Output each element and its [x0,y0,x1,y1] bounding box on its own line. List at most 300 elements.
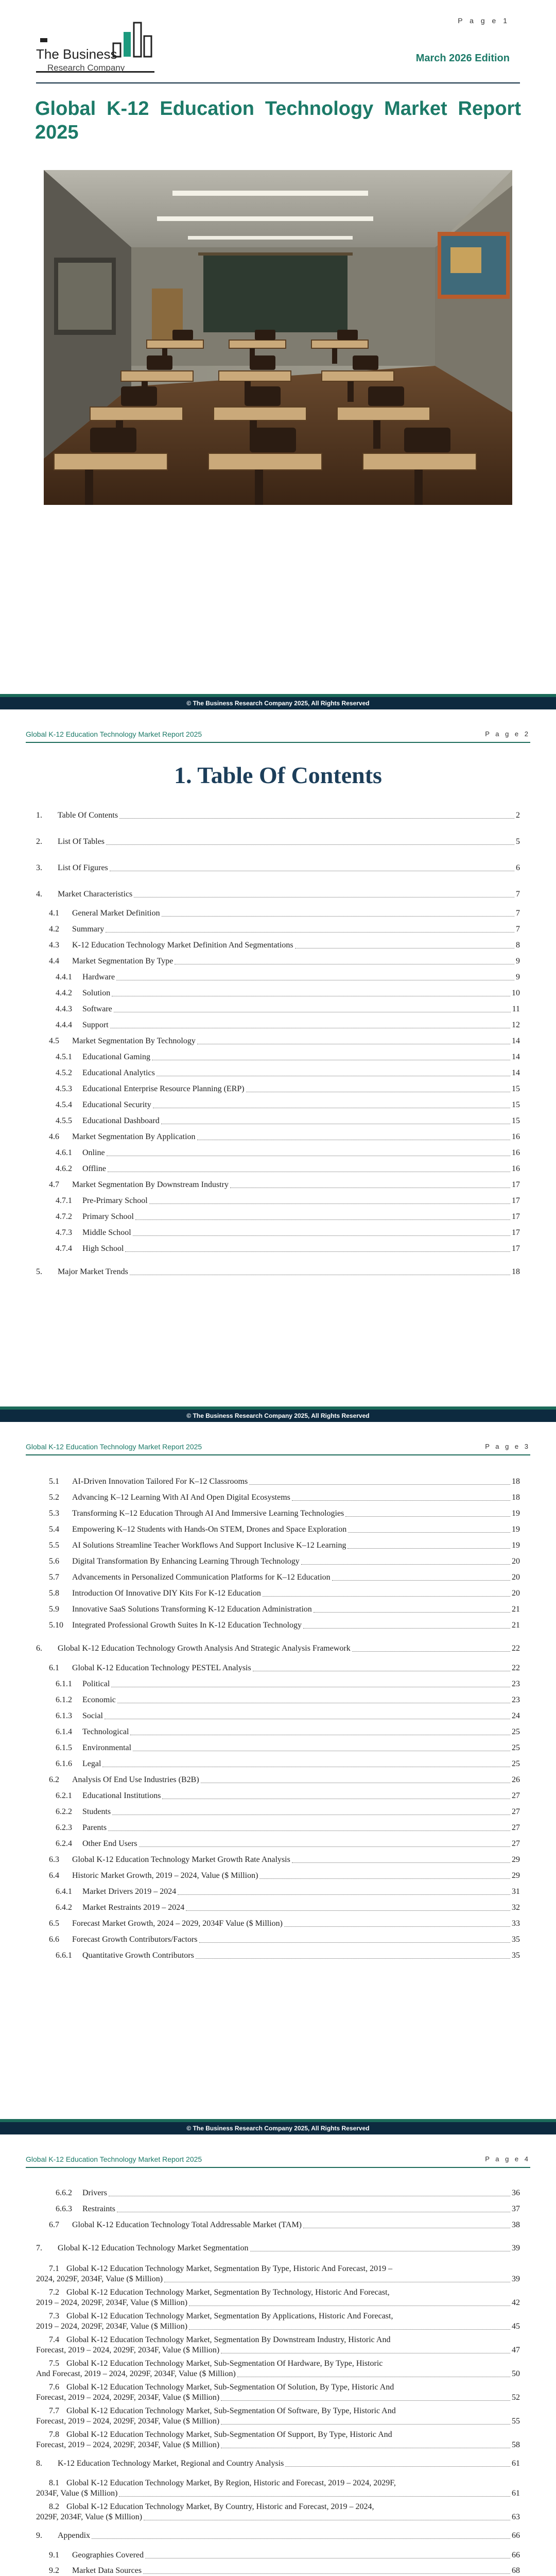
toc-page-number: 47 [512,2346,520,2354]
toc-entry[interactable] [56,1196,520,1206]
toc-entry[interactable] [36,2502,520,2522]
toc-leader [301,1564,510,1565]
toc-entry-title: High School [82,1244,124,1253]
toc-entry[interactable] [36,889,520,900]
toc-entry-title: Educational Security [82,1100,151,1109]
page-footer [0,2122,556,2134]
toc-entry-number: 6.6.2 [56,2189,72,2197]
toc-entry[interactable] [49,940,520,951]
toc-entry-title: K-12 Education Technology Market, Regional and Country Analysis [58,2459,284,2468]
toc-entry-title: Educational Dashboard [82,1116,160,1125]
toc-page-number: 15 [512,1116,520,1125]
toc-entry[interactable] [49,956,520,967]
toc-entry-title: Global K-12 Education Technology Market, Segmentation By Type, Historic And Forecast, 2019 – [66,2264,393,2273]
toc-entry[interactable] [56,1839,520,1849]
toc-entry[interactable] [36,1267,520,1277]
toc-leader [285,2466,510,2467]
toc-page-number: 66 [512,2531,520,2540]
toc-entry[interactable] [36,2287,520,2308]
toc-page-number: 17 [512,1196,520,1205]
toc-entry-number: 7.7 [49,2406,59,2415]
toc-entry[interactable] [56,1679,520,1689]
toc-entry[interactable] [36,2382,520,2403]
toc-entry-title: Forecast Growth Contributors/Factors [72,1935,198,1944]
toc-entry[interactable] [49,1775,520,1785]
toc-page-number: 66 [512,2551,520,2560]
toc-entry-title: Educational Analytics [82,1069,155,1077]
toc-page-number: 16 [512,1164,520,1173]
toc-entry-title: Global K-12 Education Technology Market Segmentation [58,2244,249,2252]
toc-entry-number: 5.1 [49,1477,59,1486]
toc-entry-title: Global K-12 Education Technology Market, Sub-Segmentation Of Support, By Type, Historic And [66,2430,392,2439]
toc-entry[interactable] [49,1663,520,1673]
toc-page-number: 63 [512,2513,520,2521]
toc-entry[interactable] [49,924,520,935]
logo-line2: Research Company [47,63,125,73]
toc-entry-number: 4.5.1 [56,1053,72,1061]
toc-entry-number: 5.7 [49,1573,59,1582]
toc-leader [135,1219,510,1220]
toc-entry-number: 6.6 [49,1935,59,1944]
toc-entry[interactable] [49,1572,520,1583]
toc-entry-title-cont: 2019 – 2024, 2029F, 2034F, Value ($ Million) [36,2298,188,2307]
toc-entry[interactable] [36,2264,520,2284]
toc-page-number: 9 [516,973,520,981]
toc-entry[interactable] [36,837,520,847]
toc-entry-number: 7.6 [49,2383,59,2392]
toc-entry[interactable] [56,1068,520,1078]
header-title: Global K-12 Education Technology Market Report 2025 [26,730,202,738]
toc-entry-number: 4.6.1 [56,1148,72,1157]
toc-entry[interactable] [49,1620,520,1631]
toc-page-number: 14 [512,1037,520,1045]
toc-page-number: 10 [512,989,520,997]
toc-leader [348,1532,510,1533]
toc-page-number: 29 [512,1855,520,1864]
toc-entry[interactable] [49,2220,520,2230]
toc-entry[interactable] [56,2204,520,2214]
toc-entry-number: 4.4.4 [56,1021,72,1029]
toc-entry-number: 4.4.2 [56,989,72,997]
toc-leader [162,916,514,917]
toc-leader [119,2496,510,2497]
toc-entry[interactable] [56,988,520,998]
toc-entry[interactable] [56,1228,520,1238]
toc-page-number: 21 [512,1621,520,1630]
toc-entry[interactable] [56,1212,520,1222]
toc-page-number: 33 [512,1919,520,1928]
header-title: Global K-12 Education Technology Market Report 2025 [26,1443,202,1451]
toc-page-number: 17 [512,1244,520,1253]
toc-entry[interactable] [49,1477,520,1487]
toc-entry-number: 6.7 [49,2221,59,2229]
toc-page-number: 52 [512,2393,520,2402]
running-header [26,730,530,740]
toc-entry[interactable] [49,1524,520,1535]
toc-entry-number: 6.2.2 [56,1807,72,1816]
toc-page-number: 19 [512,1509,520,1518]
toc-entry-number: 4.3 [49,941,59,950]
toc-page-number: 58 [512,2441,520,2449]
toc-entry-title: Appendix [58,2531,91,2540]
toc-leader [119,818,514,819]
toc-entry[interactable] [36,863,520,873]
toc-page-number: 17 [512,1228,520,1237]
toc-entry-title: Market Segmentation By Type [72,957,173,965]
toc-entry-number: 4.4 [49,957,59,965]
toc-entry[interactable] [49,2566,520,2576]
toc-entry-title: Global K-12 Education Technology PESTEL Analysis [72,1664,251,1672]
toc-entry-title: Legal [82,1759,101,1768]
toc-page-number: 16 [512,1132,520,1141]
toc-entry-number: 6.4.1 [56,1887,72,1896]
toc-entry-title: Educational Gaming [82,1053,150,1061]
toc-entry-number: 4.6 [49,1132,59,1141]
toc-entry-number: 4.5 [49,1037,59,1045]
toc-entry-title: Table Of Contents [58,811,118,820]
toc-entry-title: List Of Figures [58,863,108,872]
toc-page-number: 9 [516,957,520,965]
toc-entry-number: 6.1.5 [56,1743,72,1752]
toc-entry-number: 9.1 [49,2551,59,2560]
toc-page-number: 19 [512,1541,520,1550]
toc-entry-title: Pre-Primary School [82,1196,148,1205]
toc-leader [314,1612,510,1613]
toc-entry-number: 4.5.5 [56,1116,72,1125]
toc-entry[interactable] [56,1807,520,1817]
toc-entry-title: Drivers [82,2189,107,2197]
toc-entry-number: 7.3 [49,2312,59,2320]
toc-entry-title: Historic Market Growth, 2019 – 2024, Value ($ Million) [72,1871,258,1880]
toc-entry-title: Summary [72,925,105,934]
toc-entry[interactable] [56,1727,520,1737]
toc-entry-number: 4.7 [49,1180,59,1189]
toc-entry[interactable] [49,1871,520,1881]
toc-leader [348,1548,510,1549]
toc-page-number: 27 [512,1839,520,1848]
toc-heading: 1. Table Of Contents [174,762,382,788]
toc-leader [106,844,514,845]
toc-entry-number: 7.2 [49,2288,59,2297]
toc-entry[interactable] [56,1052,520,1062]
toc-page-number: 37 [512,2205,520,2213]
toc-page-number: 2 [516,811,520,820]
toc-entry-number: 6. [36,1644,42,1653]
toc-page-number: 19 [512,1525,520,1534]
toc-entry-number: 5.10 [49,1621,63,1630]
toc-entry-number: 4. [36,890,42,899]
toc-entry-title: Analysis Of End Use Industries (B2B) [72,1775,199,1784]
toc-entry[interactable] [36,2359,520,2379]
toc-entry-title: Market Data Sources [72,2566,142,2575]
toc-page-number: 50 [512,2369,520,2378]
toc-entry-title: AI-Driven Innovation Tailored For K–12 Classrooms [72,1477,248,1486]
toc-entry-number: 4.2 [49,925,59,934]
toc-leader [92,2538,510,2539]
toc-page-number: 7 [516,925,520,934]
toc-page-number: 18 [512,1477,520,1486]
toc-leader [189,2329,510,2330]
toc-entry[interactable] [36,2243,520,2253]
toc-entry[interactable] [56,1951,520,1961]
toc-entry-title: AI Solutions Streamline Teacher Workflows And Support Inclusive K–12 Learning [72,1541,346,1550]
toc-page-number: 6 [516,863,520,872]
toc-entry-title: Forecast Market Growth, 2024 – 2029, 2034F Value ($ Million) [72,1919,283,1928]
toc-entry-number: 4.7.3 [56,1228,72,1237]
toc-entry[interactable] [56,1084,520,1094]
toc-page-number: 16 [512,1148,520,1157]
toc-entry-title: Middle School [82,1228,131,1237]
toc-entry-number: 6.4.2 [56,1903,72,1912]
toc-entry[interactable] [49,1855,520,1865]
toc-entry-number: 7.5 [49,2359,59,2368]
toc-page-number: 27 [512,1823,520,1832]
toc-page-number: 7 [516,909,520,918]
toc-entry-title: Global K-12 Education Technology Market, By Region, Historic and Forecast, 2019 – 2024, 2029F, [66,2479,396,2487]
toc-page-number: 17 [512,1180,520,1189]
toc-entry[interactable] [56,1695,520,1705]
toc-entry-title-cont: Forecast, 2019 – 2024, 2029F, 2034F, Value ($ Million) [36,2417,220,2426]
running-header [26,1443,530,1453]
toc-entry[interactable] [56,1791,520,1801]
toc-entry-number: 6.1.4 [56,1727,72,1736]
toc-entry-number: 6.4 [49,1871,59,1880]
cover-page [0,0,556,713]
toc-entry[interactable] [49,908,520,919]
toc-entry-title: Digital Transformation By Enhancing Learning Through Technology [72,1557,300,1566]
toc-entry-title: Environmental [82,1743,132,1752]
toc-leader [352,1651,510,1652]
toc-entry[interactable] [56,1020,520,1030]
toc-entry[interactable] [56,1887,520,1897]
toc-page-number: 17 [512,1212,520,1221]
toc-entry[interactable] [49,1604,520,1615]
toc-entry-number: 4.4.1 [56,973,72,981]
toc-entry-title: Market Drivers 2019 – 2024 [82,1887,177,1896]
toc-entry[interactable] [56,1759,520,1769]
toc-entry-number: 6.2 [49,1775,59,1784]
toc-entry[interactable] [49,1919,520,1929]
toc-entry-title: Major Market Trends [58,1267,128,1276]
header-title: Global K-12 Education Technology Market Report 2025 [26,2155,202,2163]
toc-entry-number: 1. [36,811,42,820]
toc-leader [178,1894,510,1895]
toc-entry-number: 5. [36,1267,42,1276]
toc-entry[interactable] [49,1493,520,1503]
toc-entry-number: 6.2.3 [56,1823,72,1832]
toc-entry[interactable] [56,1004,520,1014]
footer-text: © The Business Research Company 2025, All Rights Reserved [186,1412,370,1419]
toc-leader [303,1628,510,1629]
page-number: P a g e 1 [458,16,510,25]
toc-page-number: 25 [512,1759,520,1768]
toc-entry-number: 8.2 [49,2502,59,2511]
toc-page-number: 45 [512,2322,520,2331]
toc-entry[interactable] [56,1743,520,1753]
toc-page-number: 36 [512,2189,520,2197]
toc-entry-title: Introduction Of Innovative DIY Kits For K-12 Education [72,1589,261,1598]
toc-entry-number: 5.8 [49,1589,59,1598]
toc-page-number: 18 [512,1493,520,1502]
toc-entry[interactable] [49,1935,520,1945]
toc-page-number: 11 [512,1005,520,1013]
toc-entry[interactable] [56,1711,520,1721]
toc-entry[interactable] [49,2550,520,2561]
toc-entry[interactable] [36,2311,520,2332]
toc-leader [196,1958,510,1959]
toc-entry-title: Software [82,1005,112,1013]
toc-entry[interactable] [49,1036,520,1046]
toc-entry[interactable] [56,1903,520,1913]
toc-page-number: 27 [512,1807,520,1816]
toc-entry[interactable] [36,2531,520,2541]
report-title: Global K-12 Education Technology Market Report 2025 [35,98,521,143]
toc-leader [292,1862,510,1863]
toc-page-2 [0,713,556,1425]
toc-entry[interactable] [36,2335,520,2355]
toc-entry-title: Integrated Professional Growth Suites In K-12 Education Technology [72,1621,302,1630]
toc-page-number: 38 [512,2221,520,2229]
toc-page-number: 31 [512,1887,520,1896]
toc-entry-title: Global K-12 Education Technology Market, Segmentation By Technology, Historic And Forecast, [66,2288,390,2297]
toc-entry-title: Transforming K–12 Education Through AI And Immersive Learning Technologies [72,1509,344,1518]
toc-entry-title: Educational Institutions [82,1791,161,1800]
toc-entry-number: 6.6.1 [56,1951,72,1960]
toc-page-number: 21 [512,1605,520,1614]
toc-entry-number: 5.2 [49,1493,59,1502]
page-number: P a g e 2 [485,730,530,738]
toc-entry[interactable] [56,1116,520,1126]
toc-page-number: 8 [516,941,520,950]
toc-page-3 [0,1425,556,2138]
toc-entry-title: Market Restraints 2019 – 2024 [82,1903,185,1912]
toc-entry-title: Economic [82,1696,116,1704]
toc-page-number: 35 [512,1935,520,1944]
toc-entry-title-cont: Forecast, 2019 – 2024, 2029F, 2034F, Value ($ Million) [36,2441,220,2449]
toc-entry[interactable] [49,1556,520,1567]
toc-page-number: 23 [512,1680,520,1688]
toc-entry-title: Innovative SaaS Solutions Transforming K-12 Education Administration [72,1605,312,1614]
toc-entry-number: 7. [36,2244,42,2252]
toc-entry[interactable] [36,810,520,821]
toc-entry[interactable] [56,1823,520,1833]
toc-page-number: 39 [512,2244,520,2252]
footer-text: © The Business Research Company 2025, All Rights Reserved [186,700,370,707]
toc-entry[interactable] [36,2430,520,2450]
toc-entry-title: Global K-12 Education Technology Market, Sub-Segmentation Of Software, By Type, Historic And [66,2406,396,2415]
toc-entry-title-cont: Forecast, 2019 – 2024, 2029F, 2034F, Value ($ Million) [36,2393,220,2402]
toc-entry-title: Global K-12 Education Technology Growth Analysis And Strategic Analysis Framework [58,1644,351,1653]
toc-entry-title: Students [82,1807,111,1816]
page-number: P a g e 3 [485,1443,530,1450]
toc-entry-title-cont: 2029F, 2034F, Value ($ Million) [36,2513,143,2521]
toc-entry-title: Parents [82,1823,107,1832]
toc-page-4 [0,2138,556,2576]
toc-entry-number: 6.1.1 [56,1680,72,1688]
toc-entry-title: Educational Enterprise Resource Planning (ERP) [82,1084,245,1093]
toc-page-number: 26 [512,1775,520,1784]
toc-entry-number: 6.1 [49,1664,59,1672]
toc-page-number: 23 [512,1696,520,1704]
toc-entry[interactable] [36,2478,520,2499]
cover-divider [36,82,520,83]
page-number: P a g e 4 [485,2155,530,2163]
toc-entry[interactable] [56,1164,520,1174]
toc-entry-number: 6.2.4 [56,1839,72,1848]
toc-page-number: 55 [512,2417,520,2426]
toc-page-number: 35 [512,1951,520,1960]
toc-page-number: 15 [512,1100,520,1109]
toc-leader [259,1878,510,1879]
toc-entry-number: 5.3 [49,1509,59,1518]
toc-entry-number: 5.4 [49,1525,59,1534]
toc-entry[interactable] [56,1100,520,1110]
toc-entry-title-cont: And Forecast, 2019 – 2024, 2029F, 2034F, Value ($ Million) [36,2369,236,2378]
toc-entry[interactable] [36,1643,520,1654]
toc-entry-number: 4.5.2 [56,1069,72,1077]
toc-page-number: 61 [512,2489,520,2498]
toc-entry[interactable] [49,1588,520,1599]
toc-entry-title-cont: 2024, 2029F, 2034F, Value ($ Million) [36,2275,163,2283]
toc-entry-title: Political [82,1680,110,1688]
toc-entry-title-cont: Forecast, 2019 – 2024, 2029F, 2034F, Value ($ Million) [36,2346,220,2354]
toc-entry[interactable] [49,1180,520,1190]
toc-leader [125,1251,510,1252]
toc-page-number: 18 [512,1267,520,1276]
toc-entry[interactable] [49,1132,520,1142]
toc-page-number: 12 [512,1021,520,1029]
toc-page-number: 5 [516,837,520,846]
toc-page-number: 24 [512,1711,520,1720]
toc-entry-number: 9. [36,2531,42,2540]
toc-page-number: 39 [512,2275,520,2283]
toc-entry-title: Global K-12 Education Technology Market, By Country, Historic and Forecast, 2019 – 2024, [66,2502,374,2511]
toc-entry-title: Primary School [82,1212,134,1221]
toc-entry[interactable] [56,2188,520,2198]
toc-entry[interactable] [36,2406,520,2427]
toc-leader [249,1484,510,1485]
toc-leader [143,2573,510,2574]
toc-page-number: 32 [512,1903,520,1912]
toc-entry-number: 5.5 [49,1541,59,1550]
toc-entry-title: Other End Users [82,1839,137,1848]
toc-leader [106,932,514,933]
toc-entry[interactable] [36,2459,520,2469]
toc-entry[interactable] [56,972,520,982]
toc-page-number: 20 [512,1557,520,1566]
toc-leader [221,2424,510,2425]
toc-entry-number: 4.1 [49,909,59,918]
toc-entry-title: Restraints [82,2205,115,2213]
toc-entry-number: 6.1.6 [56,1759,72,1768]
toc-entry[interactable] [49,1509,520,1519]
toc-entry[interactable] [56,1244,520,1254]
toc-page-number: 42 [512,2298,520,2307]
toc-entry-title: Offline [82,1164,106,1173]
toc-entry-number: 4.4.3 [56,1005,72,1013]
running-header [26,2155,530,2165]
toc-entry-title-cont: 2034F, Value ($ Million) [36,2489,118,2498]
toc-entry-title: Global K-12 Education Technology Market, Sub-Segmentation Of Hardware, By Type, Historic [66,2359,383,2368]
toc-page-number: 27 [512,1791,520,1800]
toc-leader [139,1846,510,1847]
toc-entry[interactable] [49,1540,520,1551]
edition-label: March 2026 Edition [415,53,510,64]
toc-page-number: 20 [512,1589,520,1598]
toc-entry[interactable] [56,1148,520,1158]
toc-entry-title: Market Segmentation By Application [72,1132,196,1141]
toc-entry-title: Support [82,1021,109,1029]
